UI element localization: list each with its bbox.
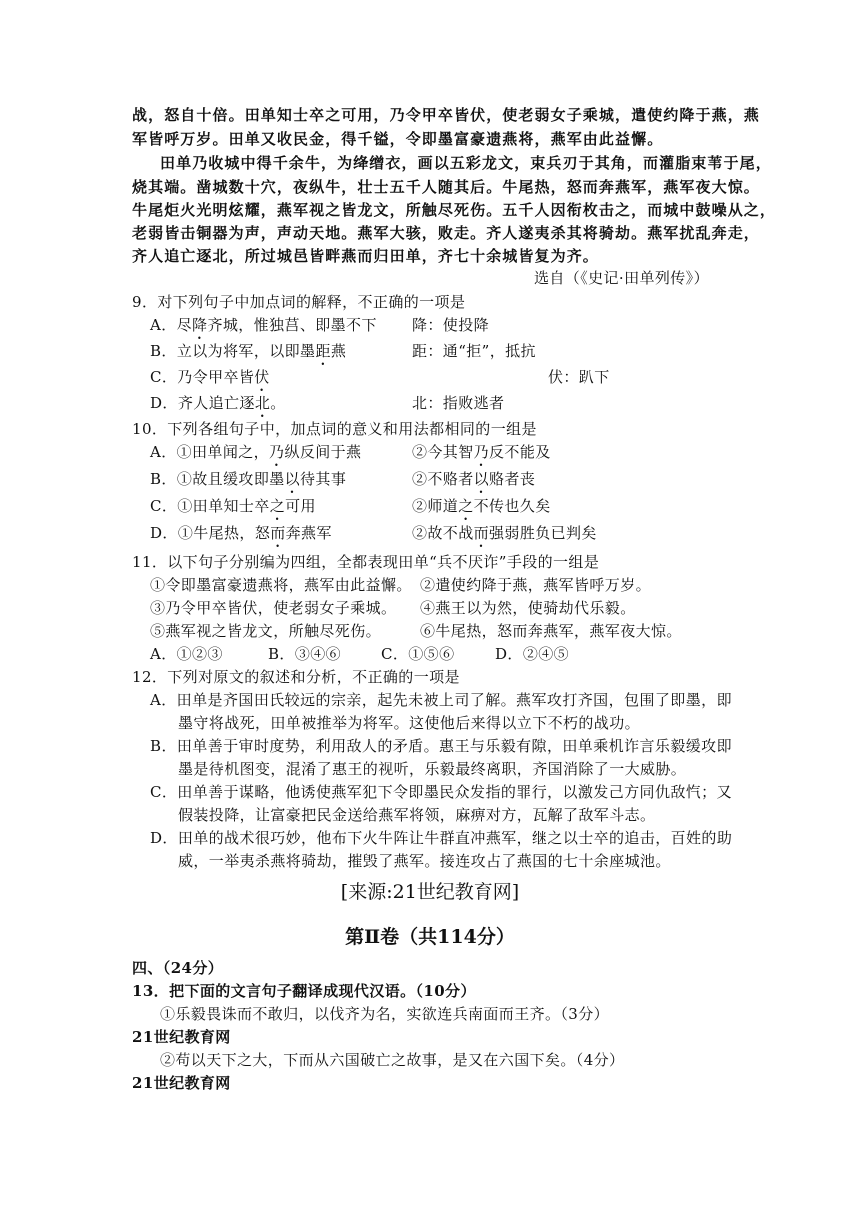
q13-item-1: ①乐毅畏诛而不敢归，以伐齐为名，实欲连兵南面而王齐。（3分） <box>160 1005 610 1023</box>
passage-line: 老弱皆击铜器为声，声动天地。燕军大骇，败走。齐人遂夷杀其将骑劫。燕军扰乱奔走， <box>132 224 760 242</box>
q11-choice-a: A．①②③ <box>150 645 223 663</box>
q12-stem: 12．下列对原文的叙述和分析，不正确的一项是 <box>132 668 460 686</box>
passage-line: 军皆呼万岁。田单又收民金，得千镒，令即墨富豪遗燕将，燕军由此益懈。 <box>132 130 664 148</box>
passage-source: 选自（《史记·田单列传》） <box>534 269 709 287</box>
section-title: 第Ⅱ卷（共114分） <box>345 926 515 948</box>
q9-option-b: B．立以为将军，以即墨距燕 <box>150 342 347 360</box>
q11-item: ②遣使约降于燕，燕军皆呼万岁。 <box>420 576 652 594</box>
q9-gloss-c: 伏：趴下 <box>548 368 610 386</box>
q11-item: ⑥牛尾热，怒而奔燕军，燕军夜大惊。 <box>420 622 682 640</box>
q13-stem: 13．把下面的文言句子翻译成现代汉语。（10分） <box>132 982 476 1000</box>
q11-choice-c: C．①⑤⑥ <box>381 645 455 663</box>
q10-option-b-left: B．①故且缓攻即墨以待其事 <box>150 470 347 488</box>
q12-option-a-cont: 墨守将战死，田单被推举为将军。这使他后来得以立下不朽的战功。 <box>178 714 641 732</box>
q11-choice-d: D．②④⑤ <box>495 645 570 663</box>
q12-option-b-cont: 墨是待机图变，混淆了惠王的视听，乐毅最终离职，齐国消除了一大威胁。 <box>178 760 687 778</box>
passage-line: 烧其端。凿城数十穴，夜纵牛，壮士五千人随其后。牛尾热，怒而奔燕军，燕军夜大惊。 <box>132 178 760 196</box>
q9-option-d: D．齐人追亡逐北。 <box>150 394 286 412</box>
q10-option-b-right: ②不赂者以赂者丧 <box>412 470 536 488</box>
q12-option-b: B．田单善于审时度势，利用敌人的矛盾。惠王与乐毅有隙，田单乘机诈言乐毅缓攻即 <box>150 737 732 755</box>
q12-option-c-cont: 假装投降，让富豪把民金送给燕军将领，麻痹对方，瓦解了敌军斗志。 <box>178 806 656 824</box>
passage-line: 齐人追亡逐北，所过城邑皆畔燕而归田单，齐七十余城皆复为齐。 <box>132 247 599 265</box>
passage-line: 牛尾炬火光明炫耀，燕军视之皆龙文，所触尽死伤。五千人因衔枚击之，而城中鼓噪从之， <box>132 201 777 219</box>
q11-choice-b: B．③④⑥ <box>268 645 342 663</box>
q9-stem: 9．对下列句子中加点词的解释，不正确的一项是 <box>132 293 466 311</box>
q9-gloss-d: 北：指败逃者 <box>412 394 505 412</box>
q13-item-2: ②苟以天下之大，下而从六国破亡之故事，是又在六国下矣。（4分） <box>160 1051 625 1069</box>
q11-item: ①令即墨富豪遗燕将，燕军由此益懈。 <box>150 576 412 594</box>
passage-line: 战，怒自十倍。田单知士卒之可用，乃令甲卒皆伏，使老弱女子乘城，遣使约降于燕，燕 <box>132 106 760 124</box>
source-note: [来源:21世纪教育网] <box>340 881 520 903</box>
q12-option-c: C．田单善于谋略，他诱使燕军犯下令即墨民众发指的罪行，以激发己方同仇敌忾；又 <box>150 783 732 801</box>
q10-stem: 10．下列各组句子中，加点词的意义和用法都相同的一组是 <box>132 420 537 438</box>
q11-stem: 11．以下句子分别编为四组，全都表现田单“兵不厌诈”手段的一组是 <box>132 553 600 571</box>
watermark-text: 21世纪教育网 <box>132 1028 231 1046</box>
q12-option-d-cont: 威，一举夷杀燕将骑劫，摧毁了燕军。接连攻占了燕国的七十余座城池。 <box>178 852 671 870</box>
q12-option-d: D．田单的战术很巧妙，他布下火牛阵让牛群直冲燕军，继之以士卒的追击，百姓的助 <box>150 829 733 847</box>
q12-option-a: A．田单是齐国田氏较远的宗亲，起先未被上司了解。燕军攻打齐国，包围了即墨，即 <box>150 691 732 709</box>
watermark-text: 21世纪教育网 <box>132 1074 231 1092</box>
q9-option-a: A．尽降齐城，惟独莒、即墨不下 <box>150 316 377 334</box>
q11-item: ③乃令甲卒皆伏，使老弱女子乘城。 <box>150 599 397 617</box>
q10-option-c-right: ②师道之不传也久矣 <box>412 497 551 515</box>
q9-gloss-a: 降：使投降 <box>412 316 490 334</box>
q10-option-c-left: C．①田单知士卒之可用 <box>150 497 316 515</box>
q10-option-d-left: D．①牛尾热，怒而奔燕军 <box>150 524 332 542</box>
q11-item: ⑤燕军视之皆龙文，所触尽死伤。 <box>150 622 382 640</box>
part4-heading: 四、（24分） <box>132 959 224 977</box>
q10-option-a-left: A．①田单闻之，乃纵反间于燕 <box>150 443 362 461</box>
q10-option-d-right: ②故不战而强弱胜负已判矣 <box>412 524 597 542</box>
q9-gloss-b: 距：通“拒”，抵抗 <box>412 342 536 360</box>
passage-line: 田单乃收城中得千余牛，为绛缯衣，画以五彩龙文，束兵刃于其角，而灌脂束苇于尾， <box>160 154 772 172</box>
q9-option-c: C．乃令甲卒皆伏 <box>150 368 270 386</box>
q11-item: ④燕王以为然，使骑劫代乐毅。 <box>420 599 636 617</box>
q10-option-a-right: ②今其智乃反不能及 <box>412 443 551 461</box>
